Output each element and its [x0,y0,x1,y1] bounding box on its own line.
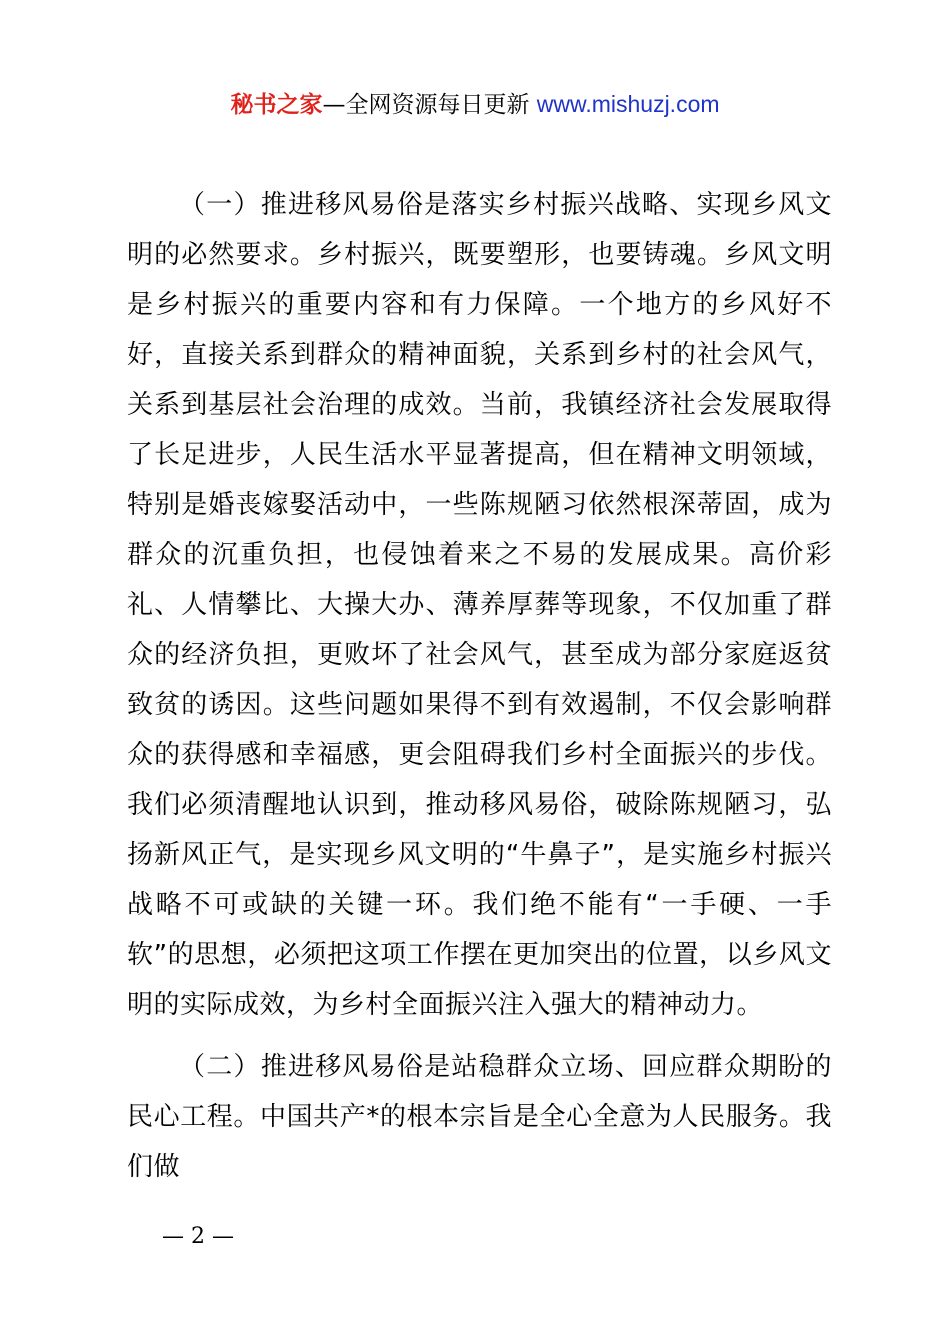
page-number: — 2 — [162,1224,234,1249]
paragraph-2: （二）推进移风易俗是站稳群众立场、回应群众期盼的民心工程。中国共产*的根本宗旨是全心全意为人民服务。我们做 [127,1052,832,1182]
site-url-link[interactable]: www.mishuzj.com [536,91,720,117]
site-slogan: —全网资源每日更新 [322,92,530,118]
brand-name: 秘书之家 [230,92,323,118]
document-body [127,180,832,1192]
site-header [0,86,950,123]
paragraph-1: （一）推进移风易俗是落实乡村振兴战略、实现乡风文明的必然要求。乡村振兴，既要塑形，也要铸魂。乡风文明是乡村振兴的重要内容和有力保障。一个地方的乡风好不好，直接关系到群众的精神面貌，关系到乡村的社会风气，关系到基层社会治理的成效。当前，我镇经济社会发展取得了长足进步，人民生活水平显著提高，但在精神文明领域，特别是婚丧嫁娶活动中，一些陈规陋习依然根深蒂固，成为群众的沉重负担，也侵蚀着来之不易的发展成果。高价彩礼、人情攀比、大操大办、薄养厚葬等现象，不仅加重了群众的经济负担，更败坏了社会风气，甚至成为部分家庭返贫致贫的诱因。这些问题如果得不到有效遏制，不仅会影响群众的获得感和幸福感，更会阻碍我们乡村全面振兴的步伐。我们必须清醒地认识到，推动移风易俗，破除陈规陋习，弘扬新风正气，是实现乡风文明的“牛鼻子”，是实施乡村振兴战略不可或缺的关键一环。我们绝不能有“一手硬、一手软”的思想，必须把这项工作摆在更加突出的位置，以乡风文明的实际成效，为乡村全面振兴注入强大的精神动力。 [127,190,832,1020]
